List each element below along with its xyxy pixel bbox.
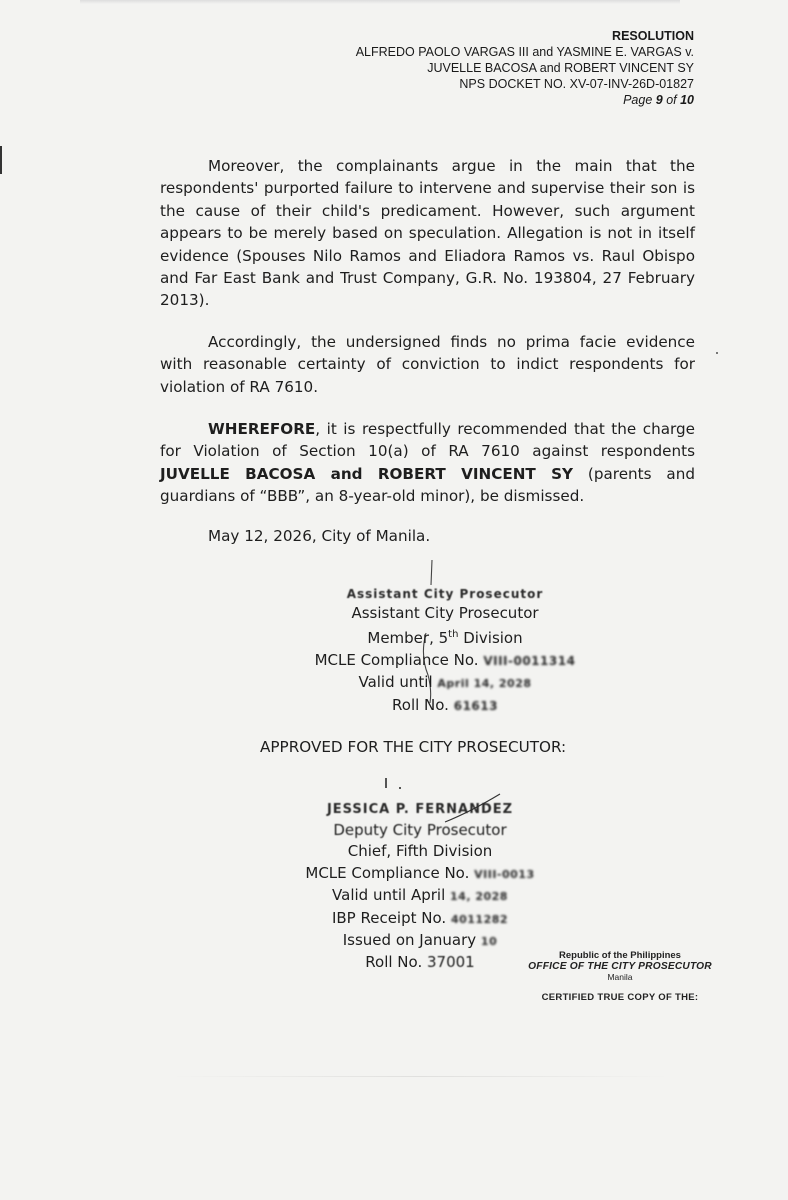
approval-label: APPROVED FOR THE CITY PROSECUTOR: xyxy=(260,738,567,756)
header-title: RESOLUTION xyxy=(612,29,694,43)
signatory-2-position: Deputy City Prosecutor xyxy=(333,821,507,839)
respondent-names: JUVELLE BACOSA and ROBERT VINCENT SY xyxy=(160,464,574,483)
wherefore-label: WHEREFORE xyxy=(208,420,316,438)
redacted-ibp-2: 4011282 xyxy=(450,912,509,926)
signatory-2-division: Chief, Fifth Division xyxy=(347,842,493,861)
stamp-office: OFFICE OF THE CITY PROSECUTOR xyxy=(528,961,712,972)
stamp-republic: Republic of the Philippines xyxy=(559,950,681,961)
scan-smudge-line xyxy=(170,1076,670,1077)
signatory-1-division: Member, 5th Division xyxy=(367,629,523,648)
signatory-2-ibp: IBP Receipt No. 4011282 xyxy=(275,908,565,930)
roll-value-2: 37001 xyxy=(426,953,475,972)
redacted-issued-2: 10 xyxy=(480,935,498,949)
signatory-1-block xyxy=(300,585,590,717)
signatory-1-name: Assistant City Prosecutor xyxy=(346,587,544,601)
signatory-2-valid: Valid until April 14, 2028 xyxy=(275,885,565,907)
header-docket: NPS DOCKET NO. XV-07-INV-26D-01827 xyxy=(459,77,694,91)
scan-top-shadow xyxy=(80,0,680,4)
stamp-certified-copy: CERTIFIED TRUE COPY OF THE: xyxy=(541,992,699,1003)
signatory-2-roll: Roll No. 37001 xyxy=(365,953,475,972)
redacted-valid-1: April 14, 2028 xyxy=(437,677,532,691)
date-place-line: May 12, 2026, City of Manila. xyxy=(208,527,431,545)
paragraph-finding: Accordingly, the undersigned finds no prima facie evidence with reasonable certainty of conviction to indict respondents for violation of RA 7610. xyxy=(160,333,695,396)
ink-dot xyxy=(716,352,718,354)
document-header xyxy=(356,28,694,108)
redacted-mcle-1: VIII-0011314 xyxy=(483,653,576,668)
scan-edge-mark xyxy=(0,146,2,174)
stamp-city: Manila xyxy=(607,972,633,982)
signatory-2-mcle: MCLE Compliance No. VIII-0013 xyxy=(275,863,565,885)
signatory-1-position: Assistant City Prosecutor xyxy=(351,604,539,622)
page-current: 9 xyxy=(655,93,663,107)
redacted-valid-2: 14, 2028 xyxy=(450,890,508,904)
signatory-1-valid: Valid until April 14, 2028 xyxy=(300,672,590,694)
header-page-number: Page 9 of 10 xyxy=(623,93,694,107)
signatory-1-mcle: MCLE Compliance No. VIII-0011314 xyxy=(300,650,590,672)
paragraph-argument: Moreover, the complainants argue in the main that the respondents' purported failure to intervene and supervise their son is the cause of their child's predicament. However, such argument appears to be merely based on speculation. Allegation is not in itself evidence (Spouses Nilo Ramos and Eliadora Ramos vs. Raul Obispo and Far East Bank and Trust Company, G.R. No. 193804, 27 February 2013). xyxy=(160,157,695,310)
header-case-line-1: ALFREDO PAOLO VARGAS III and YASMINE E. VARGAS v. xyxy=(355,45,694,59)
header-case-line-2: JUVELLE BACOSA and ROBERT VINCENT SY xyxy=(427,61,694,75)
signatory-2-block xyxy=(275,800,565,974)
signatory-1-roll: Roll No. 61613 xyxy=(300,695,590,717)
ink-dot xyxy=(399,787,401,789)
redacted-roll-1: 61613 xyxy=(453,698,498,713)
paragraph-wherefore: WHEREFORE, it is respectfully recommended that the charge for Violation of Section 10(a) of RA 7610 against respondents JUVELLE BACOSA and ROBERT VINCENT SY (parents and guardians of “BBB”, an 8-year-old minor), be dismissed. xyxy=(160,420,695,506)
signatory-2-name: JESSICA P. FERNANDEZ xyxy=(326,802,514,817)
page-total: 10 xyxy=(680,93,694,107)
ink-dot xyxy=(385,778,387,788)
signatory-2-issued: Issued on January 10 xyxy=(275,930,565,952)
certified-true-copy-stamp xyxy=(520,950,720,1003)
redacted-mcle-2: VIII-0013 xyxy=(474,867,535,881)
